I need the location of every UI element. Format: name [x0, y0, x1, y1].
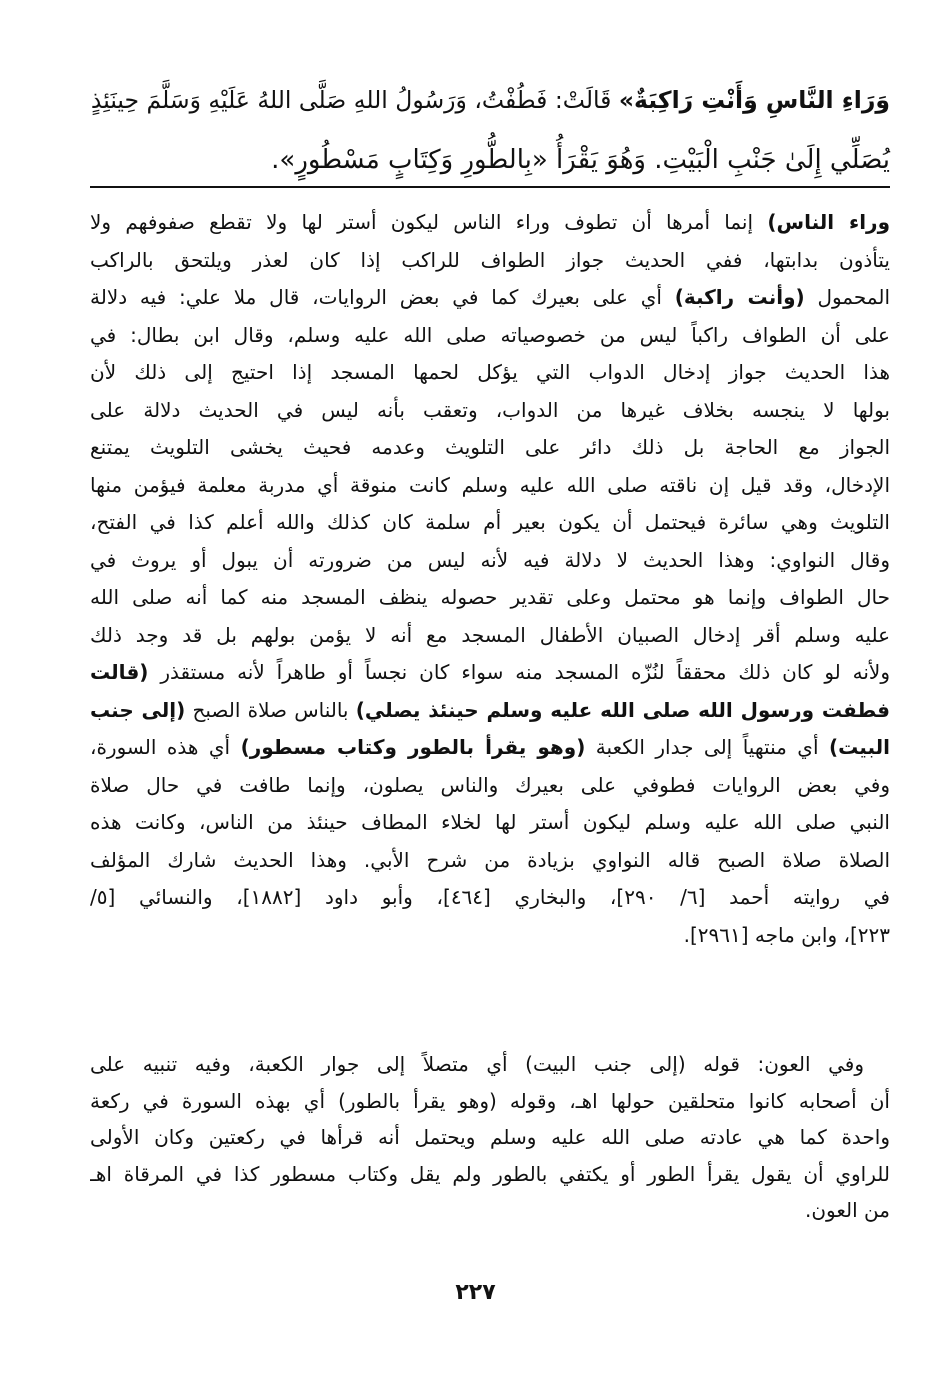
commentary-phrase: يتأذون بدابتها، ففي الحديث جواز الطواف للراكب إذا كان لعذر ويلتحق بالراكب	[90, 247, 890, 272]
commentary-phrase: الجواز مع الحاجة بل ذلك دائر على التلويث وعدمه فحيث يخشى التلويث يمتنع	[90, 435, 890, 459]
commentary-phrase: وفي بعض الروايات فطوفي على بعيرك والناس يصلون، وإنما طافت في حال صلاة	[90, 772, 890, 797]
commentary-line	[90, 842, 890, 880]
commentary-line	[90, 767, 890, 805]
commentary-line	[90, 504, 890, 542]
commentary-bold-phrase: (قالت	[90, 660, 149, 684]
commentary-phrase: المحمول	[804, 285, 890, 309]
commentary-line	[90, 617, 890, 655]
hadith-line	[90, 130, 890, 190]
awn-line: من العون.	[805, 1198, 890, 1222]
awn-line: واحدة كما هي عادته صلى الله عليه وسلم ويحتمل أنه قرأها في ركعتين وكان الأولى	[90, 1125, 890, 1149]
hadith-phrase: يُصَلِّي إِلَىٰ جَنْبِ الْبَيْتِ. وَهُوَ يَقْرَأُ «بِالطُّورِ وَكِتَابٍ مَسْطُورٍ».	[271, 145, 890, 175]
hadith-phrase: قَالَتْ: فَطُفْتُ، وَرَسُولُ اللهِ صَلَّى اللهُ عَلَيْهِ وَسَلَّمَ حِينَئِذٍ	[90, 86, 619, 114]
commentary-phrase: بولها لا ينجسه بخلاف غيرها من الدواب، وتعقب بأنه ليس في الحديث دلالة على	[90, 397, 890, 422]
commentary-phrase: أي منتهياً إلى جدار الكعبة	[585, 735, 829, 759]
commentary-line	[90, 804, 890, 842]
awn-line: وفي العون: قوله (إلى جنب البيت) أي متصلاً إلى جوار الكعبة، وفيه تنبيه على	[90, 1052, 864, 1076]
commentary-line	[90, 204, 890, 242]
commentary-line	[90, 579, 890, 617]
page-number: ٢٢٧	[455, 1280, 496, 1305]
commentary-line	[90, 654, 890, 692]
commentary-phrase: عليه وسلم أقر إدخال الصبيان الأطفال المسجد مع أنه لا يؤمن بولهم بل قد وجد ذلك	[90, 622, 890, 647]
commentary-line	[90, 467, 890, 505]
commentary-phrase: وقال النواوي: وهذا الحديث لا دلالة فيه لأنه ليس من ضرورته أن يبول أو يروث في	[90, 547, 890, 572]
commentary-line	[90, 429, 890, 467]
awn-commentary	[90, 1046, 890, 1229]
commentary-line	[90, 692, 890, 730]
hadith-line	[90, 70, 890, 130]
commentary-line	[90, 542, 890, 580]
commentary-bold-phrase: البيت)	[828, 735, 890, 759]
commentary-phrase: هذا الحديث جواز إدخال الدواب التي يؤكل لحمها المسجد إذا احتيج إلى ذلك لأن	[90, 360, 890, 384]
commentary-bold-phrase: فطفت ورسول الله صلى الله عليه وسلم حينئذ يصلي)	[355, 697, 890, 722]
commentary-line	[90, 879, 890, 917]
commentary-line	[90, 917, 890, 955]
footnote-divider	[90, 186, 890, 188]
commentary-phrase: في روايته أحمد [٦/ ٢٩٠]، والبخاري [٤٦٤]، وأبو داود [١٨٨٢]، والنسائي [٥/	[90, 885, 890, 909]
commentary-phrase: على أن الطواف راكباً ليس من خصوصياته صلى الله عليه وسلم، وقال ابن بطال: في	[90, 322, 890, 347]
awn-line: أن أصحابه كانوا متحلقين حولها اهـ، وقوله (وهو يقرأ بالطور) أي بهذه السورة في ركعة	[90, 1088, 890, 1113]
commentary-line	[90, 242, 890, 280]
commentary-line	[90, 354, 890, 392]
commentary-phrase: أي هذه السورة،	[90, 735, 241, 759]
commentary-phrase: أي على بعيرك كما في بعض الروايات، قال ملا علي: فيه دلالة	[90, 285, 675, 309]
commentary-bold-phrase: (إلى جنب	[90, 697, 186, 722]
commentary-bold-phrase: وراء الناس)	[767, 210, 890, 234]
commentary-line	[90, 279, 890, 317]
hadith-text	[90, 70, 890, 190]
commentary-phrase: ٢٢٣]، وابن ماجه [٢٩٦١].	[683, 922, 890, 947]
commentary-phrase: إنما أمرها أن تطوف وراء الناس ليكون أستر لها ولا تقطع صفوفهم ولا	[90, 210, 768, 234]
commentary-phrase: حال الطواف وإنما هو محتمل وعلى تقدير حصوله ينظف المسجد منه كما أنه صلى الله	[90, 585, 890, 609]
commentary-line	[90, 392, 890, 430]
hadith-bold-phrase: وَرَاءِ النَّاسِ وَأَنْتِ رَاكِبَةٌ»	[618, 86, 890, 114]
commentary-phrase: بالناس صلاة الصبح	[185, 697, 356, 722]
awn-line: للراوي أن يقول يقرأ الطور أو يكتفي بالطور ولم يقل وكتاب مسطور كذا في المرقاة اهـ	[90, 1161, 890, 1186]
commentary-bold-phrase: (وهو يقرأ بالطور وكتاب مسطور)	[240, 735, 586, 759]
commentary-phrase: التلويث وهي سائرة فيحتمل أن يكون بعير أم سلمة كان كذلك والله أعلم كذا في الفتح،	[90, 510, 890, 534]
commentary-line	[90, 317, 890, 355]
commentary-bold-phrase: (وأنت راكبة)	[674, 285, 805, 309]
commentary-phrase: الصلاة صلاة الصبح قاله النواوي بزيادة من شرح الأبي. وهذا الحديث شارك المؤلف	[90, 847, 890, 872]
commentary-phrase: الإدخال، وقد قيل إن ناقته صلى الله عليه وسلم كانت منوقة أي مدربة معلمة فيؤمن منها	[90, 472, 890, 497]
commentary-line	[90, 729, 890, 767]
commentary-text	[90, 204, 890, 954]
commentary-phrase: ولأنه لو كان ذلك محققاً لنُزّه المسجد منه سواء كان نجساً أو طاهراً لأنه مستقذر	[148, 660, 890, 684]
commentary-phrase: النبي صلى الله عليه وسلم ليكون أستر لها لخلاء المطاف حينئذ من الناس، وكانت هذه	[90, 810, 890, 834]
